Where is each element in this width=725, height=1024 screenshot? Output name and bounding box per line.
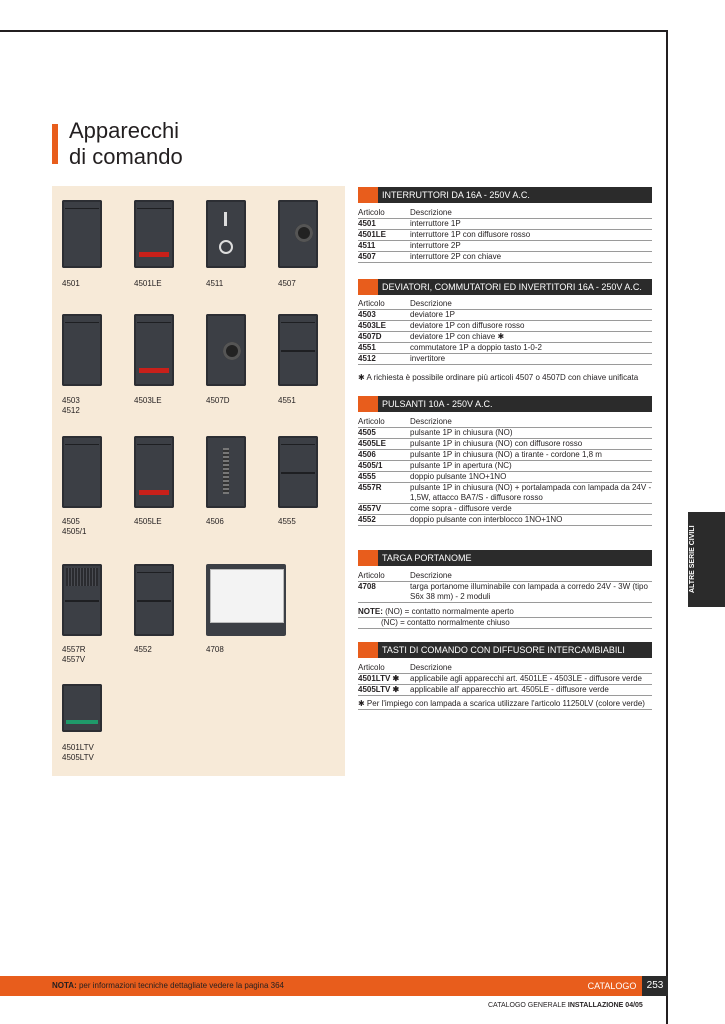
col-header-descrizione: Descrizione: [410, 299, 652, 310]
device-4551: [278, 314, 318, 386]
side-tab-label: ALTRE SERIE CIVILI: [689, 525, 696, 594]
table-row: 4501 interruttore 1P: [358, 219, 652, 230]
page-number: 253: [642, 976, 668, 996]
product-label-4503le: 4503LE: [134, 396, 162, 405]
footer-note-label: NOTA:: [52, 981, 77, 990]
product-label-4503: 4503: [62, 396, 80, 405]
table-row: 4512 invertitore: [358, 354, 652, 365]
footer-sub-normal: CATALOGO GENERALE: [488, 1002, 568, 1009]
col-header-descrizione: Descrizione: [410, 663, 652, 674]
section-header-tasti: [358, 642, 652, 658]
title-accent-bar: [52, 124, 58, 164]
table-row: 4501LE interruttore 1P con diffusore rosso: [358, 230, 652, 241]
product-label-4506: 4506: [206, 517, 224, 526]
table-row: 4506 pulsante 1P in chiusura (NO) a tirante - cordone 1,8 m: [358, 450, 652, 461]
table-row: 4557V come sopra - diffusore verde: [358, 504, 652, 515]
table-row: 4507D deviatore 1P con chiave ✱: [358, 332, 652, 343]
device-4507: [278, 200, 318, 268]
footer-catalog-label: CATALOGO: [582, 976, 642, 996]
product-panel: [52, 186, 345, 776]
product-label-4551: 4551: [278, 396, 296, 405]
device-4503: [62, 314, 102, 386]
top-rule: [0, 30, 668, 32]
table-targa: [358, 571, 652, 603]
product-label-4505le: 4505LE: [134, 517, 162, 526]
product-label-4552: 4552: [134, 645, 152, 654]
section-title: TARGA PORTANOME: [382, 553, 472, 563]
table-row: 4555 doppio pulsante 1NO+1NO: [358, 472, 652, 483]
product-label-4507d: 4507D: [206, 396, 230, 405]
section-header-targa: [358, 550, 652, 566]
product-label-4555: 4555: [278, 517, 296, 526]
table-row: 4505 pulsante 1P in chiusura (NO): [358, 428, 652, 439]
footer-sub-bold: INSTALLAZIONE 04/05: [567, 1002, 643, 1009]
table-row: 4507 interruttore 2P con chiave: [358, 252, 652, 263]
device-4708: [206, 564, 286, 636]
page-title-line1: Apparecchi: [69, 118, 180, 143]
footer-subtitle: [488, 1001, 643, 1010]
section-header-interruttori: [358, 187, 652, 203]
product-label-4505: 4505: [62, 517, 80, 526]
section-header-deviatori: [358, 279, 652, 295]
col-header-articolo: Articolo: [358, 571, 410, 582]
note-label: NOTE:: [358, 607, 383, 616]
table-pulsanti: [358, 417, 652, 526]
table-row: 4511 interruttore 2P: [358, 241, 652, 252]
footer-note: [52, 981, 284, 991]
product-label-4507: 4507: [278, 279, 296, 288]
device-4501ltv: [62, 684, 102, 732]
page-title: [69, 118, 183, 170]
product-label-4708: 4708: [206, 645, 224, 654]
device-4552: [134, 564, 174, 636]
table-row: 4503LE deviatore 1P con diffusore rosso: [358, 321, 652, 332]
right-rule: [666, 30, 668, 1024]
table-deviatori: [358, 299, 652, 365]
product-label-4512: 4512: [62, 406, 80, 415]
table-row: 4505LTV ✱ applicabile all' apparecchio art. 4505LE - diffusore verde: [358, 685, 652, 696]
footer-note-text: per informazioni tecniche dettagliate vedere la pagina 364: [76, 981, 284, 990]
device-4503le: [134, 314, 174, 386]
table-row: 4505/1 pulsante 1P in apertura (NC): [358, 461, 652, 472]
device-4555: [278, 436, 318, 508]
col-header-articolo: Articolo: [358, 663, 410, 674]
device-4501le: [134, 200, 174, 268]
device-4511: [206, 200, 246, 268]
note-nc: (NC) = contatto normalmente chiuso: [358, 618, 652, 629]
device-4507d: [206, 314, 246, 386]
table-row: 4552 doppio pulsante con interblocco 1NO+1NO: [358, 515, 652, 526]
note-lampada-scarica: ✱ Per l'impiego con lampada a scarica utilizzare l'articolo 11250LV (colore verde): [358, 699, 652, 710]
table-row: 4505LE pulsante 1P in chiusura (NO) con diffusore rosso: [358, 439, 652, 450]
table-row: 4551 commutatore 1P a doppio tasto 1-0-2: [358, 343, 652, 354]
col-header-descrizione: Descrizione: [410, 417, 652, 428]
col-header-descrizione: Descrizione: [410, 571, 652, 582]
device-4501: [62, 200, 102, 268]
product-label-4501le: 4501LE: [134, 279, 162, 288]
product-label-4505-1: 4505/1: [62, 527, 87, 536]
device-4505: [62, 436, 102, 508]
section-title: DEVIATORI, COMMUTATORI ED INVERTITORI 16A - 250V A.C.: [382, 282, 642, 292]
note-chiave-unificata: ✱ A richiesta è possibile ordinare più articoli 4507 o 4507D con chiave unificata: [358, 373, 639, 382]
col-header-articolo: Articolo: [358, 208, 410, 219]
product-label-4557r: 4557R: [62, 645, 86, 654]
product-label-4501ltv: 4501LTV: [62, 743, 94, 752]
product-label-4557v: 4557V: [62, 655, 86, 664]
col-header-articolo: Articolo: [358, 417, 410, 428]
section-title: PULSANTI 10A - 250V A.C.: [382, 399, 493, 409]
col-header-articolo: Articolo: [358, 299, 410, 310]
table-row: 4501LTV ✱ applicabile agli apparecchi art. 4501LE - 4503LE - diffusore verde: [358, 674, 652, 685]
note-contatti: [358, 607, 652, 629]
product-label-4511: 4511: [206, 279, 224, 288]
page-title-line2: di comando: [69, 144, 183, 169]
table-row: 4503 deviatore 1P: [358, 310, 652, 321]
device-4557r: [62, 564, 102, 636]
side-tab: [688, 512, 725, 607]
note-no: (NO) = contatto normalmente aperto: [385, 607, 514, 616]
table-row: 4557R pulsante 1P in chiusura (NO) + portalampada con lampada da 24V - 1,5W, attacco BA7/S - diffusore rosso: [358, 483, 652, 502]
device-4505le: [134, 436, 174, 508]
section-title: INTERRUTTORI DA 16A - 250V A.C.: [382, 190, 530, 200]
table-tasti: [358, 663, 652, 696]
section-header-pulsanti: [358, 396, 652, 412]
product-label-4501: 4501: [62, 279, 80, 288]
section-title: TASTI DI COMANDO CON DIFFUSORE INTERCAMBIABILI: [382, 645, 625, 655]
table-interruttori: [358, 208, 652, 263]
device-4506: [206, 436, 246, 508]
col-header-descrizione: Descrizione: [410, 208, 652, 219]
table-row: 4708 targa portanome illuminabile con lampada a corredo 24V - 3W (tipo S6x 38 mm) - 2 moduli: [358, 582, 652, 603]
product-label-4505ltv: 4505LTV: [62, 753, 94, 762]
